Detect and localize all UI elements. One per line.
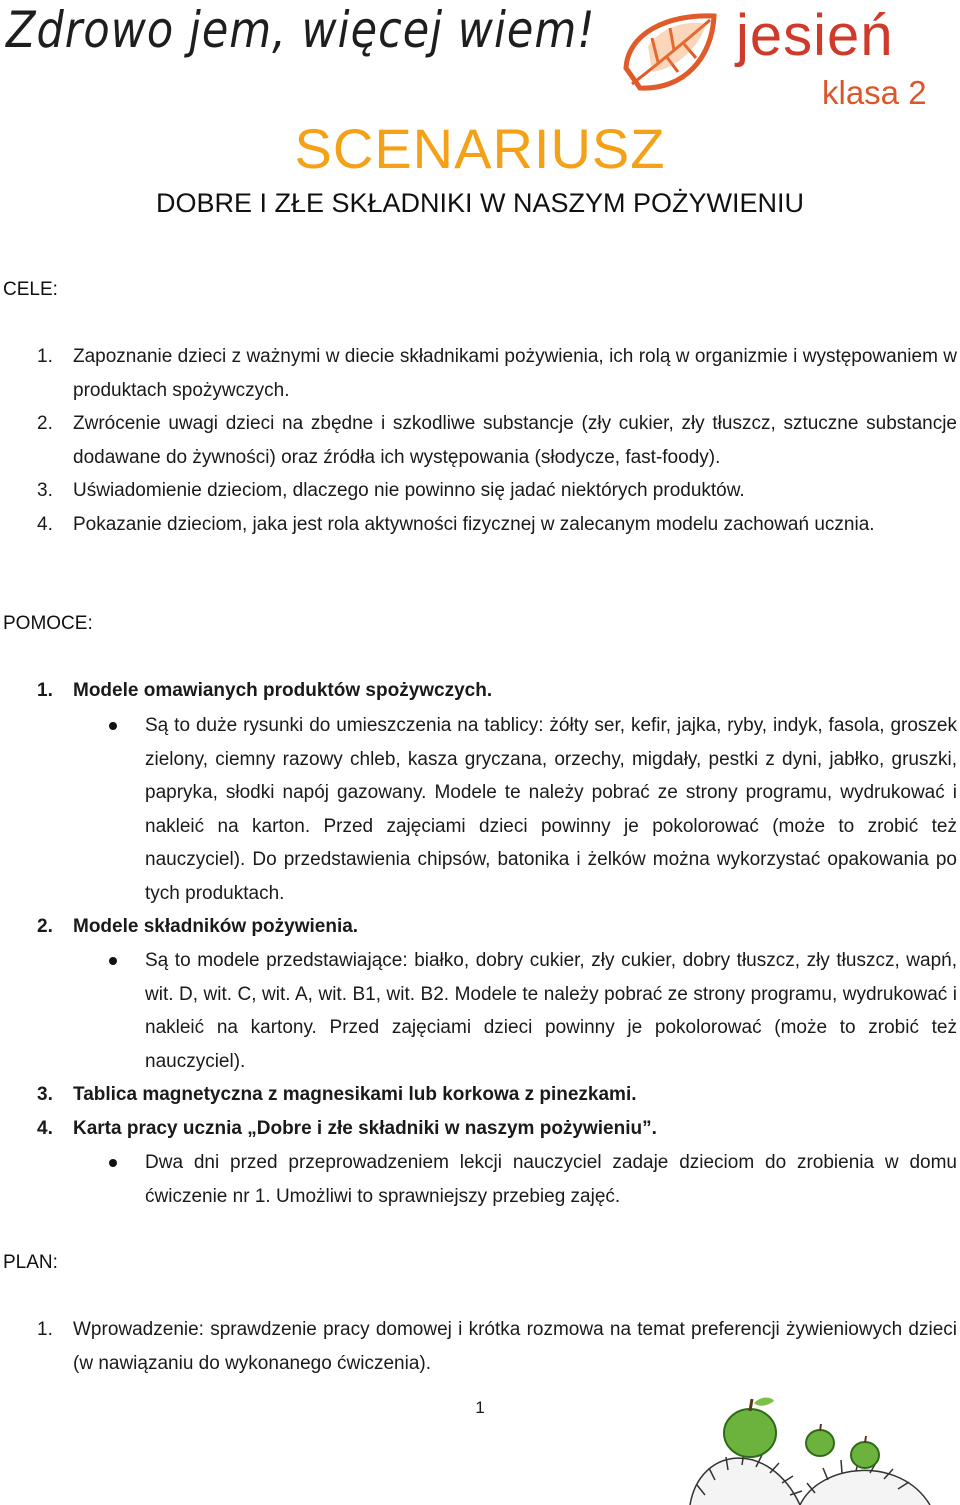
aid-number: 1. bbox=[37, 680, 53, 701]
apple-icon bbox=[724, 1398, 776, 1458]
aid-title: Tablica magnetyczna z magnesikami lub korkowa z pinezkami. bbox=[73, 1084, 637, 1105]
page-number: 1 bbox=[475, 1398, 485, 1417]
document-title: SCENARIUSZ bbox=[294, 117, 666, 180]
goal-item: Pokazanie dzieciom, jaka jest rola aktywności fizycznej w zalecanym modelu zachowań ucznia. bbox=[73, 514, 875, 535]
aid-number: 3. bbox=[37, 1084, 53, 1105]
goal-number: 3. bbox=[37, 480, 53, 501]
goal-item: Zwrócenie uwagi dzieci na zbędne i szkodliwe substancje (zły cukier, zły tłuszcz, sztuczne substancje dodawane do żywności) oraz źródła ich występowania (słodycze, fast-foody). bbox=[73, 413, 957, 468]
goal-number: 1. bbox=[37, 346, 53, 367]
section-heading-pomoce: POMOCE: bbox=[3, 613, 93, 634]
brand-tagline: Zdrowo jem, więcej wiem! bbox=[6, 2, 596, 60]
bullet bbox=[109, 1159, 117, 1167]
section-heading-cele: CELE: bbox=[3, 279, 58, 300]
document-subtitle: DOBRE I ZŁE SKŁADNIKI W NASZYM POŻYWIENIU bbox=[155, 188, 805, 218]
aid-title: Modele składników pożywienia. bbox=[73, 916, 359, 937]
aid-number: 2. bbox=[37, 916, 53, 937]
program-logo bbox=[618, 3, 948, 116]
aid-description: Są to modele przedstawiające: białko, dobry cukier, zły cukier, dobry tłuszcz, zły tłuszcz, wapń, wit. D, wit. C, wit. A, wit. B1, wit. B2. Modele te należy pobrać ze strony programu, wydrukować i nakleić na kartony. Przed zajęciami dzieci powinny je pokolorować (może to zrobić też nauczyciel). bbox=[145, 950, 957, 1072]
goal-number: 2. bbox=[37, 413, 53, 434]
logo-wordmark: jesień bbox=[736, 3, 894, 68]
aid-description: Dwa dni przed przeprowadzeniem lekcji nauczyciel zadaje dzieciom do zrobienia w domu ćwiczenie nr 1. Umożliwi to sprawniejszy przebieg zajęć. bbox=[145, 1152, 957, 1207]
goal-item: Uświadomienie dzieciom, dlaczego nie powinno się jadać niektórych produktów. bbox=[73, 480, 745, 501]
aid-title: Karta pracy ucznia „Dobre i złe składniki w naszym pożywieniu”. bbox=[73, 1118, 657, 1139]
goal-item: Zapoznanie dzieci z ważnymi w diecie składnikami pożywienia, ich rolą w organizmie i występowaniem w produktach spożywczych. bbox=[73, 346, 957, 401]
aid-description: Są to duże rysunki do umieszczenia na tablicy: żółty ser, kefir, jajka, ryby, indyk, fasola, groszek zielony, ciemny razowy chleb, kasza gryczana, orzechy, migdały, pestki z dyni, jabłko, gruszki, papryka, słodki napój gazowany. Modele te należy pobrać ze strony programu, wydrukować i nakleić na karton. Przed zajęciami dzieci powinny je pokolorować (może to zrobić też nauczyciel). Do przedstawienia chipsów, batonika i żelków można wykorzystać opakowania po tych produktach. bbox=[145, 715, 957, 904]
plan-item: Wprowadzenie: sprawdzenie pracy domowej i krótka rozmowa na temat preferencji żywieniowych dzieci (w nawiązaniu do wykonanego ćwiczenia). bbox=[73, 1319, 957, 1374]
plan-number: 1. bbox=[37, 1319, 53, 1340]
apple-icon bbox=[806, 1424, 834, 1456]
aid-title: Modele omawianych produktów spożywczych. bbox=[73, 680, 493, 701]
hedgehog-with-apples-icon bbox=[660, 1385, 960, 1505]
autumn-leaf-icon bbox=[618, 6, 738, 106]
apple-icon bbox=[851, 1436, 879, 1468]
logo-class-label: klasa 2 bbox=[822, 74, 927, 111]
aid-number: 4. bbox=[37, 1118, 53, 1139]
bullet bbox=[109, 957, 117, 965]
section-heading-plan: PLAN: bbox=[3, 1252, 58, 1273]
goal-number: 4. bbox=[37, 514, 53, 535]
bullet bbox=[109, 722, 117, 730]
